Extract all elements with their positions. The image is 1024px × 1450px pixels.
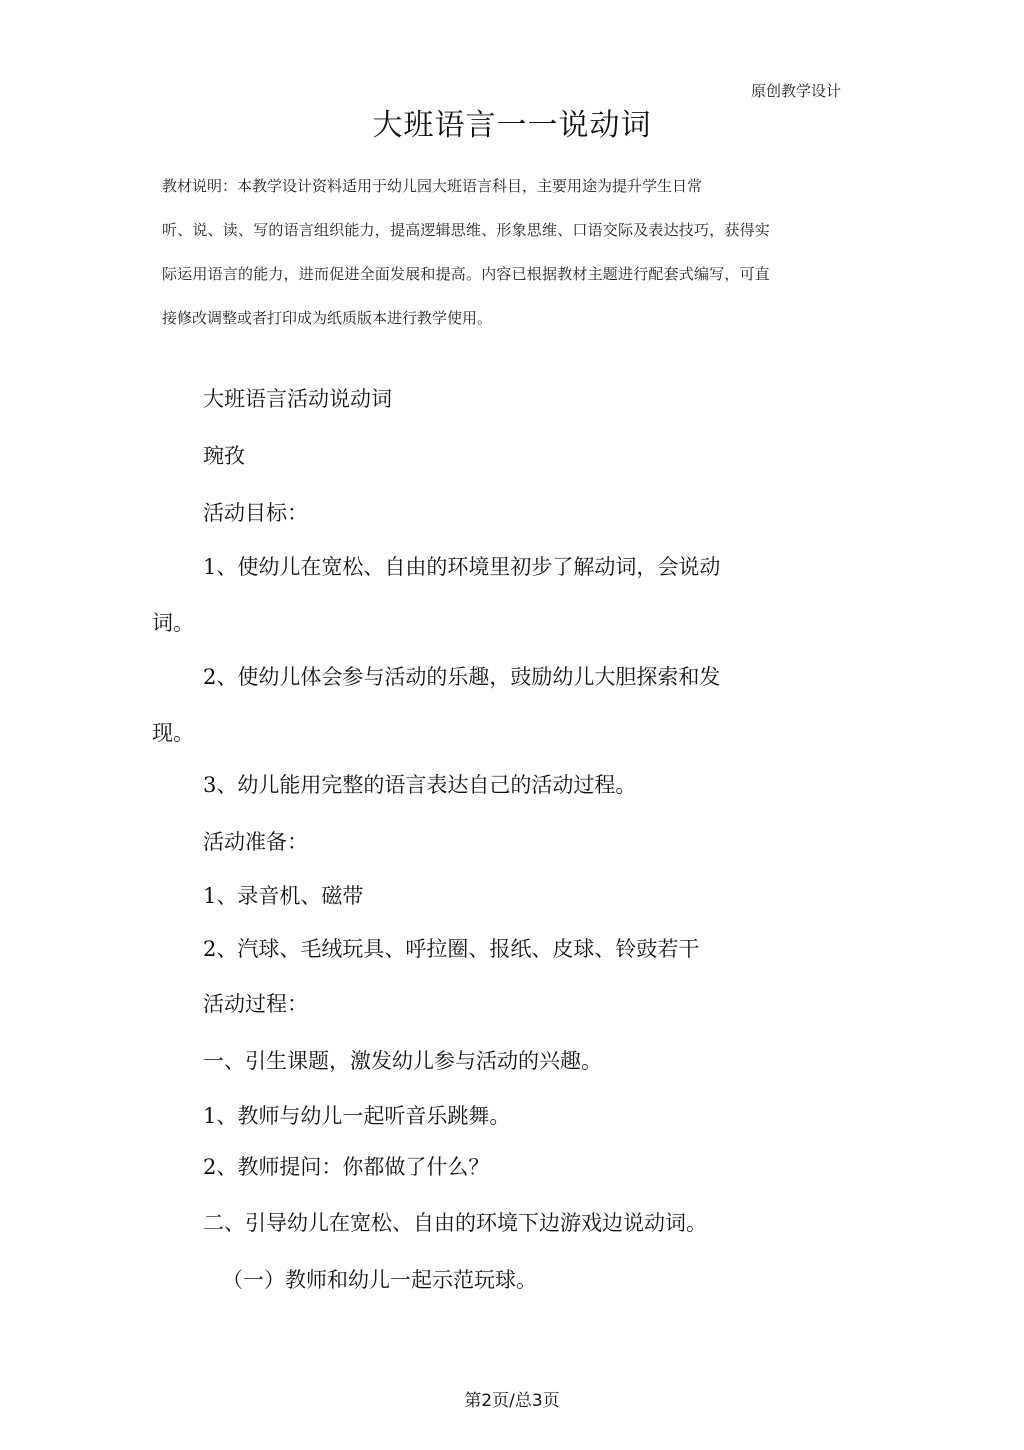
goal-1-line-2: 词。	[152, 611, 194, 635]
goal-1-line-1: 1、使幼儿在宽松、自由的环境里初步了解动词，会说动	[203, 555, 721, 579]
intro-line: 际运用语言的能力，进而促进全面发展和提高。内容已根据教材主题进行配套式编写，可直	[162, 265, 771, 283]
intro-line: 接修改调整或者打印成为纸质版本进行教学使用。	[162, 309, 493, 327]
activity-title: 大班语言活动说动词	[203, 387, 392, 411]
prep-item-1: 1、录音机、磁带	[203, 884, 364, 908]
header-label: 原创教学设计	[750, 82, 841, 100]
goal-3: 3、幼儿能用完整的语言表达自己的活动过程。	[203, 773, 637, 797]
step-1: 一、引生课题，激发幼儿参与活动的兴趣。	[203, 1049, 602, 1073]
step-1-item-1: 1、教师与幼儿一起听音乐跳舞。	[203, 1104, 511, 1128]
prep-item-2: 2、汽球、毛绒玩具、呼拉圈、报纸、皮球、铃豉若干	[203, 937, 700, 961]
process-heading: 活动过程：	[203, 992, 308, 1016]
step-1-item-2: 2、教师提问：你都做了什么？	[203, 1155, 490, 1179]
goals-heading: 活动目标：	[203, 501, 308, 525]
step-2: 二、引导幼儿在宽松、自由的环境下边游戏边说动词。	[203, 1211, 707, 1235]
document-title: 大班语言一一说动词	[372, 108, 652, 143]
step-2-item-1: （一）教师和幼儿一起示范玩球。	[222, 1268, 537, 1292]
page-number: 第2页/总3页	[464, 1391, 560, 1411]
intro-line: 听、说、读、写的语言组织能力，提高逻辑思维、形象思维、口语交际及表达技巧，获得实	[162, 221, 771, 239]
intro-line: 教材说明：本教学设计资料适用于幼儿园大班语言科目，主要用途为提升学生日常	[162, 177, 703, 195]
author: 琬孜	[203, 444, 245, 468]
intro-paragraph	[162, 176, 842, 352]
goal-2-line-1: 2、使幼儿体会参与活动的乐趣，豉励幼儿大胆探索和发	[203, 665, 721, 689]
prep-heading: 活动准备：	[203, 830, 308, 854]
goal-2-line-2: 现。	[152, 721, 194, 745]
